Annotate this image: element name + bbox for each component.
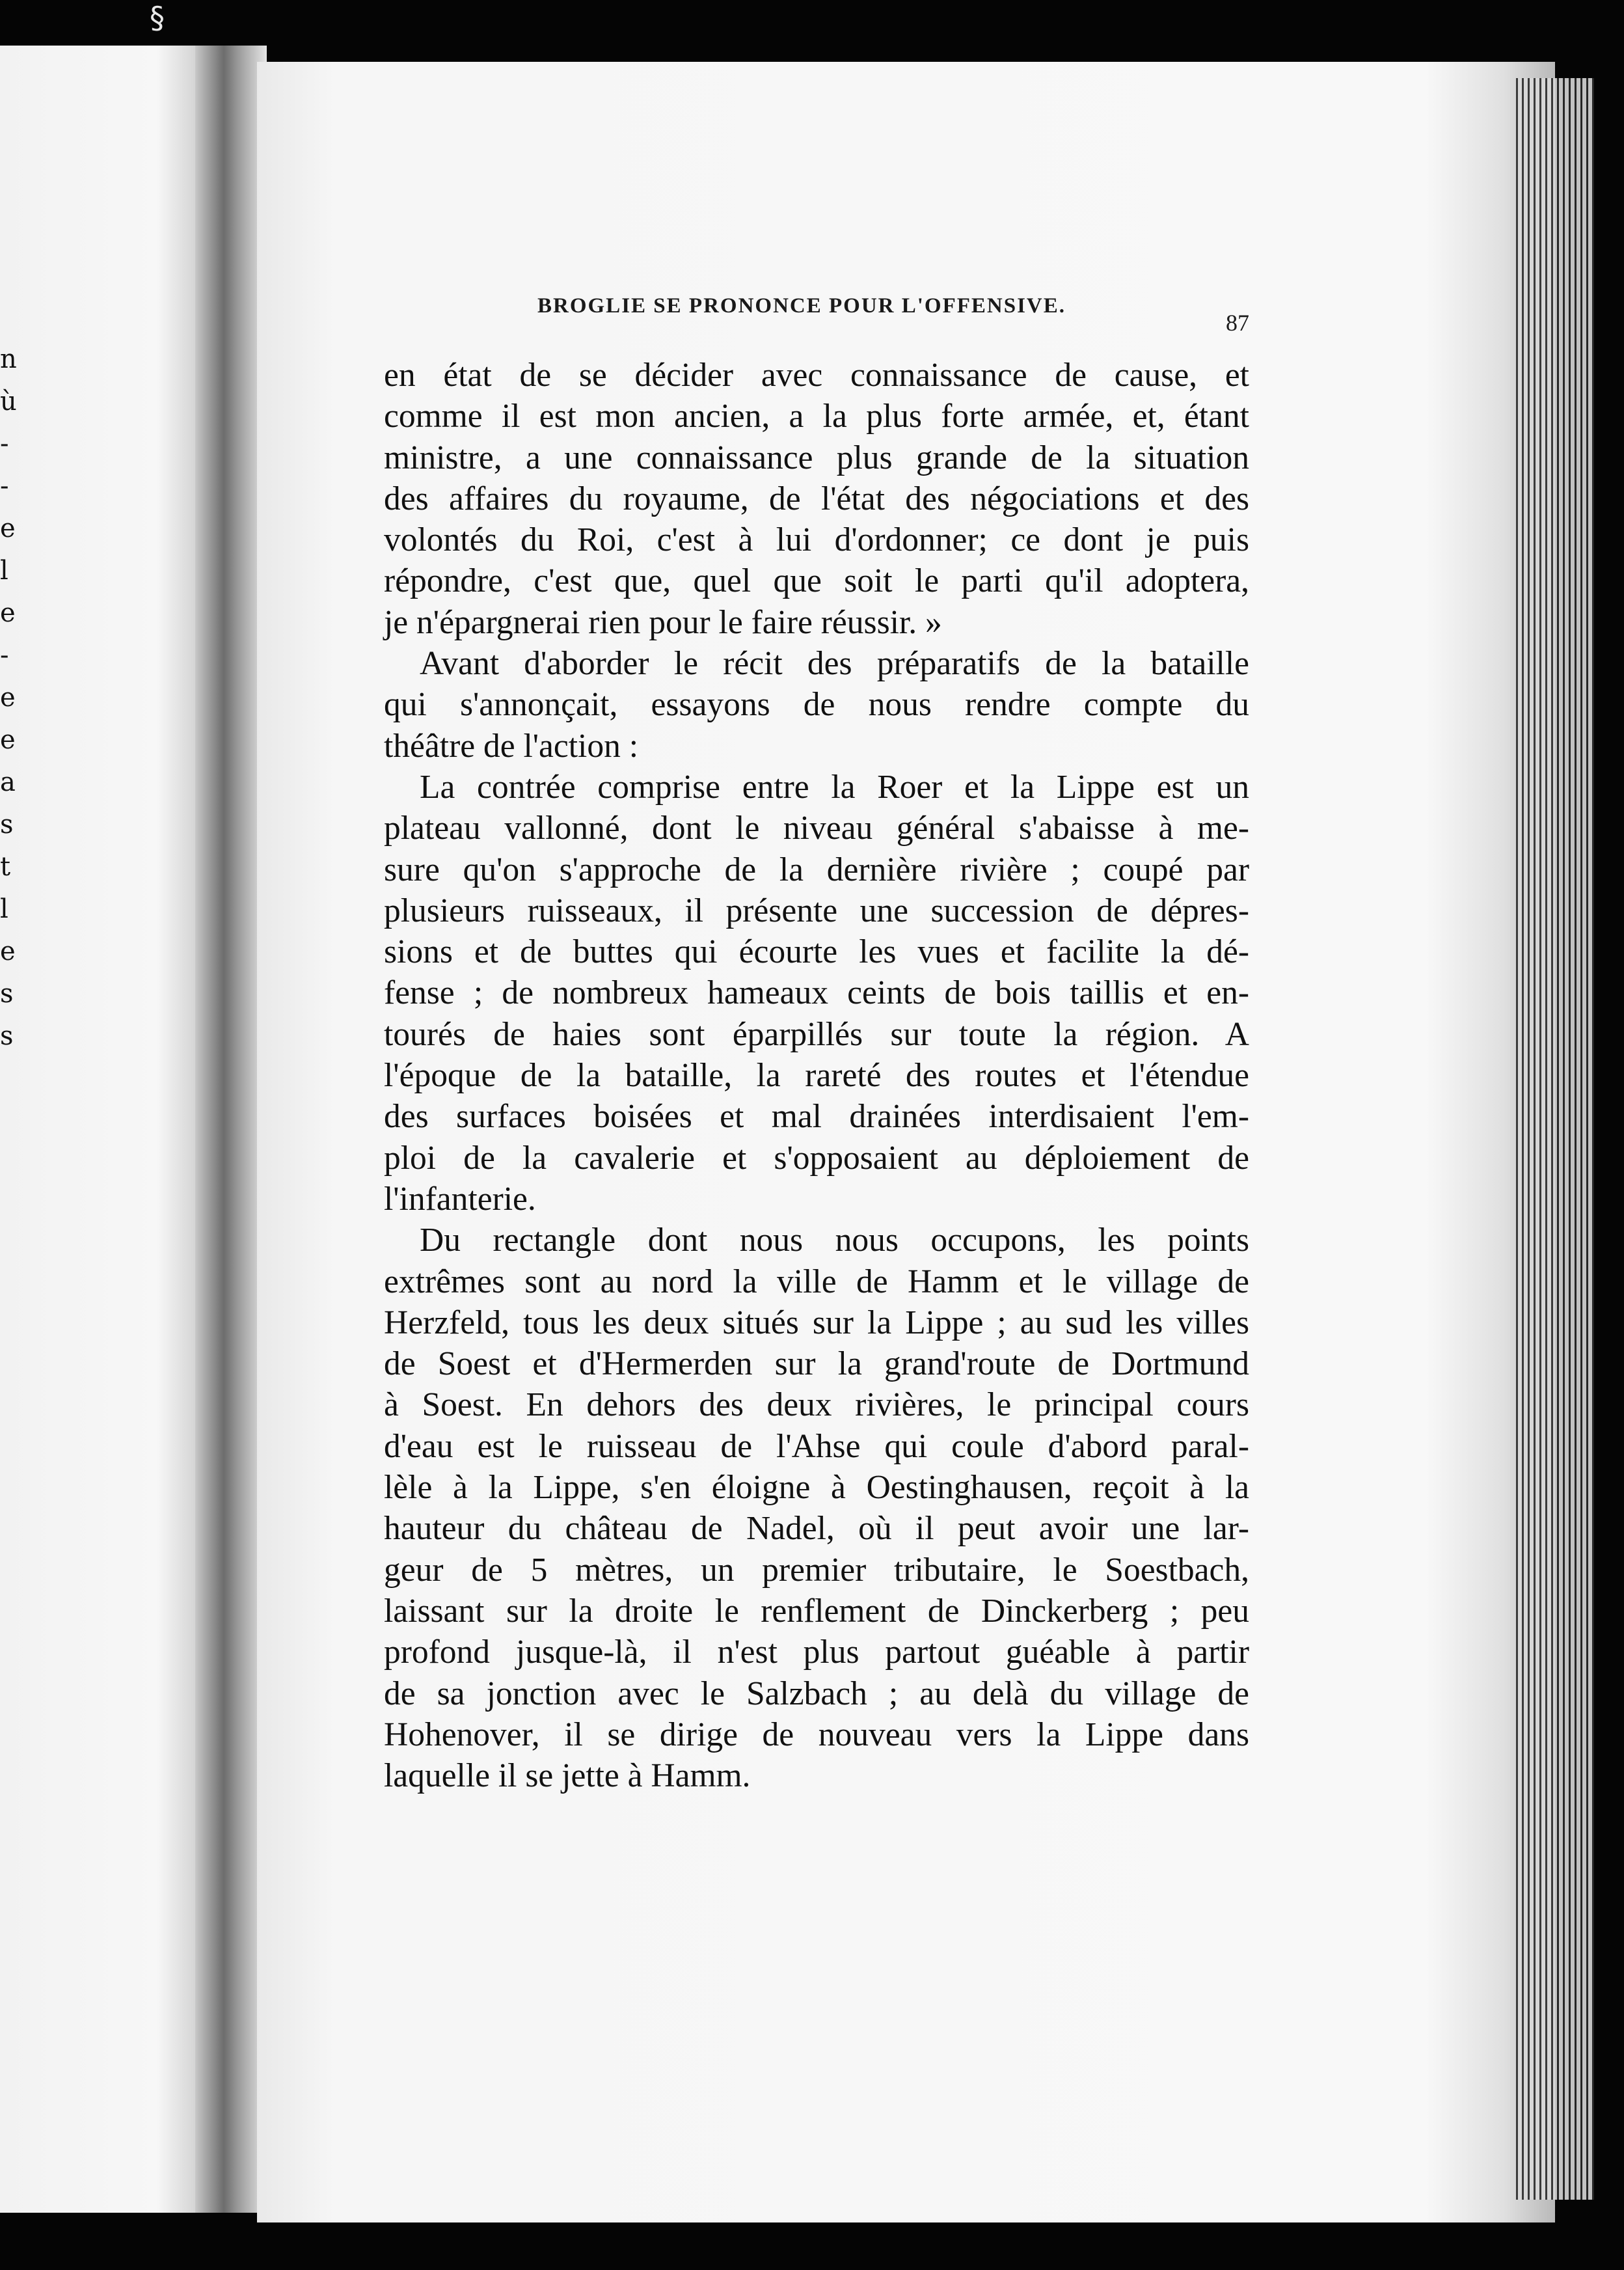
text-line: laissant sur la droite le renflement de Dinckerberg ; peu (384, 1592, 1249, 1630)
text-line: volontés du Roi, c'est à lui d'ordonner; ce dont je puis (384, 521, 1249, 559)
page-edges (1516, 78, 1594, 2200)
text-line: théâtre de l'action : (384, 727, 639, 765)
text-line: je n'épargnerai rien pour le faire réussir. » (384, 603, 942, 641)
text-line: répondre, c'est que, quel que soit le parti qu'il adoptera, (384, 562, 1249, 600)
text-line: fense ; de nombreux hameaux ceints de bois taillis et en- (384, 974, 1249, 1012)
left-fragment: e (0, 683, 16, 713)
left-fragment: e (0, 598, 16, 628)
text-line: l'époque de la bataille, la rareté des routes et l'étendue (384, 1057, 1249, 1095)
text-line: d'eau est le ruisseau de l'Ahse qui coule d'abord paral- (384, 1427, 1249, 1465)
text-line: profond jusque-là, il n'est plus partout guéable à partir (384, 1634, 1249, 1671)
text-line: ministre, a une connaissance plus grande de la situation (384, 439, 1249, 476)
left-fragment: - (0, 471, 9, 501)
text-line: des affaires du royaume, de l'état des négociations et des (384, 480, 1249, 517)
left-fragment: e (0, 513, 16, 543)
left-fragment: - (0, 429, 9, 459)
text-line: à Soest. En dehors des deux rivières, le principal cours (384, 1386, 1249, 1424)
left-fragment: s (0, 1021, 14, 1051)
left-fragment: - (0, 640, 9, 670)
left-fragment: a (0, 767, 16, 797)
text-line: en état de se décider avec connaissance de cause, et (384, 357, 1249, 394)
text-line: lèle à la Lippe, s'en éloigne à Oestinghausen, reçoit à la (384, 1469, 1249, 1507)
body-text (384, 355, 1249, 1796)
text-line: comme il est mon ancien, a la plus forte armée, et, étant (384, 398, 1249, 435)
running-head: BROGLIE SE PRONONCE POUR L'OFFENSIVE. (537, 294, 1066, 318)
text-line: laquelle il se jette à Hamm. (384, 1757, 751, 1795)
text-line: ploi de la cavalerie et s'opposaient au déploiement de (384, 1139, 1249, 1177)
left-fragment: l (0, 556, 8, 586)
text-line: tourés de haies sont éparpillés sur toute la région. A (384, 1015, 1249, 1053)
left-page (0, 46, 224, 2213)
left-page-text-fragments (0, 338, 20, 1058)
scan-corner-mark: § (150, 0, 165, 35)
text-line: l'infanterie. (384, 1180, 536, 1218)
text-line: Hohenover, il se dirige de nouveau vers la Lippe dans (384, 1716, 1249, 1753)
text-line: geur de 5 mètres, un premier tributaire, le Soestbach, (384, 1551, 1249, 1589)
page-number: 87 (1226, 310, 1249, 336)
text-line: Du rectangle dont nous nous occupons, les points (420, 1222, 1249, 1259)
text-line: Avant d'aborder le récit des préparatifs de la bataille (420, 645, 1249, 683)
left-fragment: t (0, 852, 11, 882)
text-line: sure qu'on s'approche de la dernière rivière ; coupé par (384, 851, 1249, 888)
left-fragment: s (0, 979, 14, 1009)
left-fragment: s (0, 810, 14, 840)
text-line: sions et de buttes qui écourte les vues et facilite la dé- (384, 933, 1249, 971)
text-line: La contrée comprise entre la Roer et la Lippe est un (420, 768, 1249, 806)
text-line: de Soest et d'Hermerden sur la grand'route de Dortmund (384, 1345, 1249, 1383)
text-line: plateau vallonné, dont le niveau général s'abaisse à me- (384, 810, 1249, 847)
text-line: Herzfeld, tous les deux situés sur la Lippe ; au sud les villes (384, 1304, 1249, 1341)
left-fragment: e (0, 937, 16, 966)
left-fragment: ù (0, 387, 17, 417)
book-gutter (195, 46, 267, 2213)
left-fragment: l (0, 894, 8, 924)
text-line: extrêmes sont au nord la ville de Hamm et le village de (384, 1263, 1249, 1300)
text-line: hauteur du château de Nadel, où il peut avoir une lar- (384, 1510, 1249, 1548)
text-line: des surfaces boisées et mal drainées interdisaient l'em- (384, 1098, 1249, 1136)
left-fragment: n (0, 344, 17, 374)
left-fragment: e (0, 725, 16, 755)
text-line: qui s'annonçait, essayons de nous rendre compte du (384, 686, 1249, 724)
text-line: plusieurs ruisseaux, il présente une succession de dépres- (384, 892, 1249, 929)
text-line: de sa jonction avec le Salzbach ; au delà du village de (384, 1675, 1249, 1712)
